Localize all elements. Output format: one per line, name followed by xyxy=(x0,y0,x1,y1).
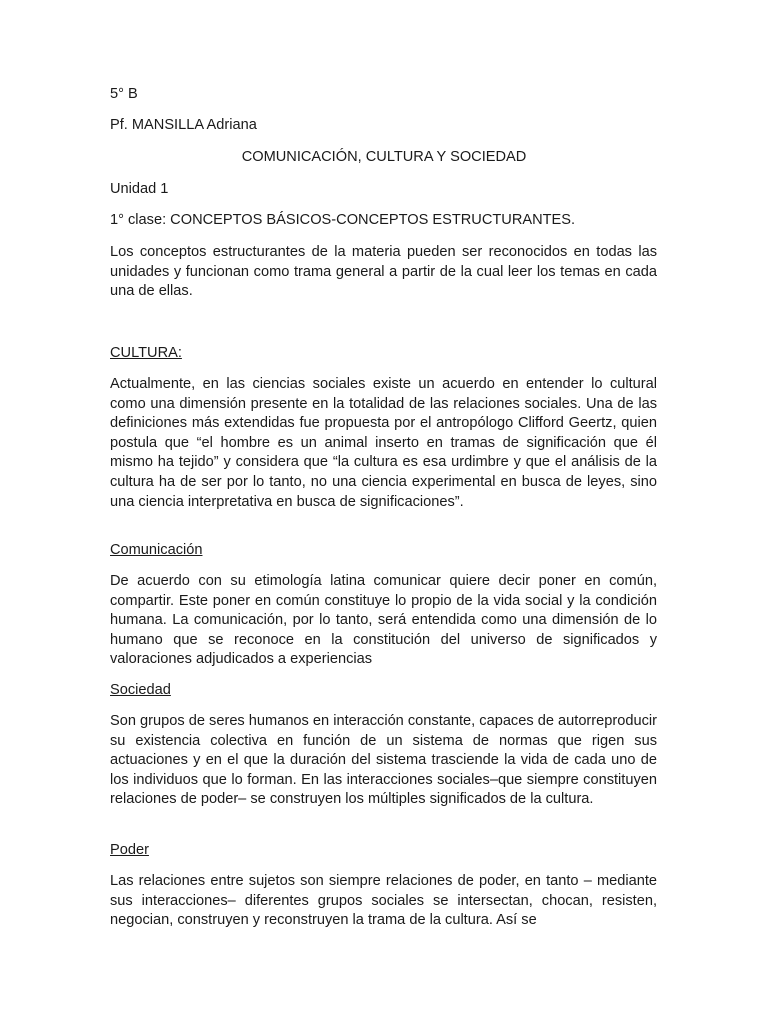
teacher-name: Pf. MANSILLA Adriana xyxy=(110,117,257,133)
section-body-sociedad: Son grupos de seres humanos en interacción constante, capaces de autorreproducir su existencia colectiva en función de un sistema de normas que rigen sus actuaciones y en el que la duración del sistema trasciende la vida de cada uno de los individuos que lo forman. En las interacciones sociales–que siempre constituyen relaciones de poder– se construyen los múltiples significados de la cultura. xyxy=(110,713,657,808)
section-heading-poder: Poder xyxy=(110,842,149,858)
section-heading-sociedad: Sociedad xyxy=(110,682,171,698)
section-body-cultura: Actualmente, en las ciencias sociales existe un acuerdo en entender lo cultural como una dimensión presente en la totalidad de las relaciones sociales. Una de las definiciones más extendidas fue propuesta por el antropólogo Clifford Geertz, quien postula que “el hombre es un animal inserto en tramas de significación que él mismo ha tejido” y considera que “la cultura es esa urdimbre y que el análisis de la cultura ha de ser por lo tanto, no una ciencia experimental en busca de leyes, sino una ciencia interpretativa en busca de significaciones”. xyxy=(110,376,657,510)
document-title: COMUNICACIÓN, CULTURA Y SOCIEDAD xyxy=(241,149,527,165)
course-label: 5° B xyxy=(110,86,138,102)
intro-paragraph: Los conceptos estructurantes de la materia pueden ser reconocidos en todas las unidades y funcionan como trama general a partir de la cual leer los temas en cada una de ellas. xyxy=(110,244,657,300)
section-heading-comunicacion: Comunicación xyxy=(110,542,203,558)
section-body-poder: Las relaciones entre sujetos son siempre relaciones de poder, en tanto – mediante sus interacciones– diferentes grupos sociales se intersectan, chocan, resisten, negocian, construyen y reconstruyen la trama de la cultura. Así se xyxy=(110,873,657,929)
lesson-title: 1° clase: CONCEPTOS BÁSICOS-CONCEPTOS ESTRUCTURANTES. xyxy=(110,212,576,228)
section-heading-cultura: CULTURA: xyxy=(110,345,182,361)
section-body-comunicacion: De acuerdo con su etimología latina comunicar quiere decir poner en común, compartir. Este poner en común constituye lo propio de la vida social y la condición humana. La comunicación, por lo tanto, será entendida como una dimensión de lo humano que se reconoce en la constitución del universo de significados y valoraciones adjudicados a experiencias xyxy=(110,573,657,668)
unit-label: Unidad 1 xyxy=(110,181,169,197)
